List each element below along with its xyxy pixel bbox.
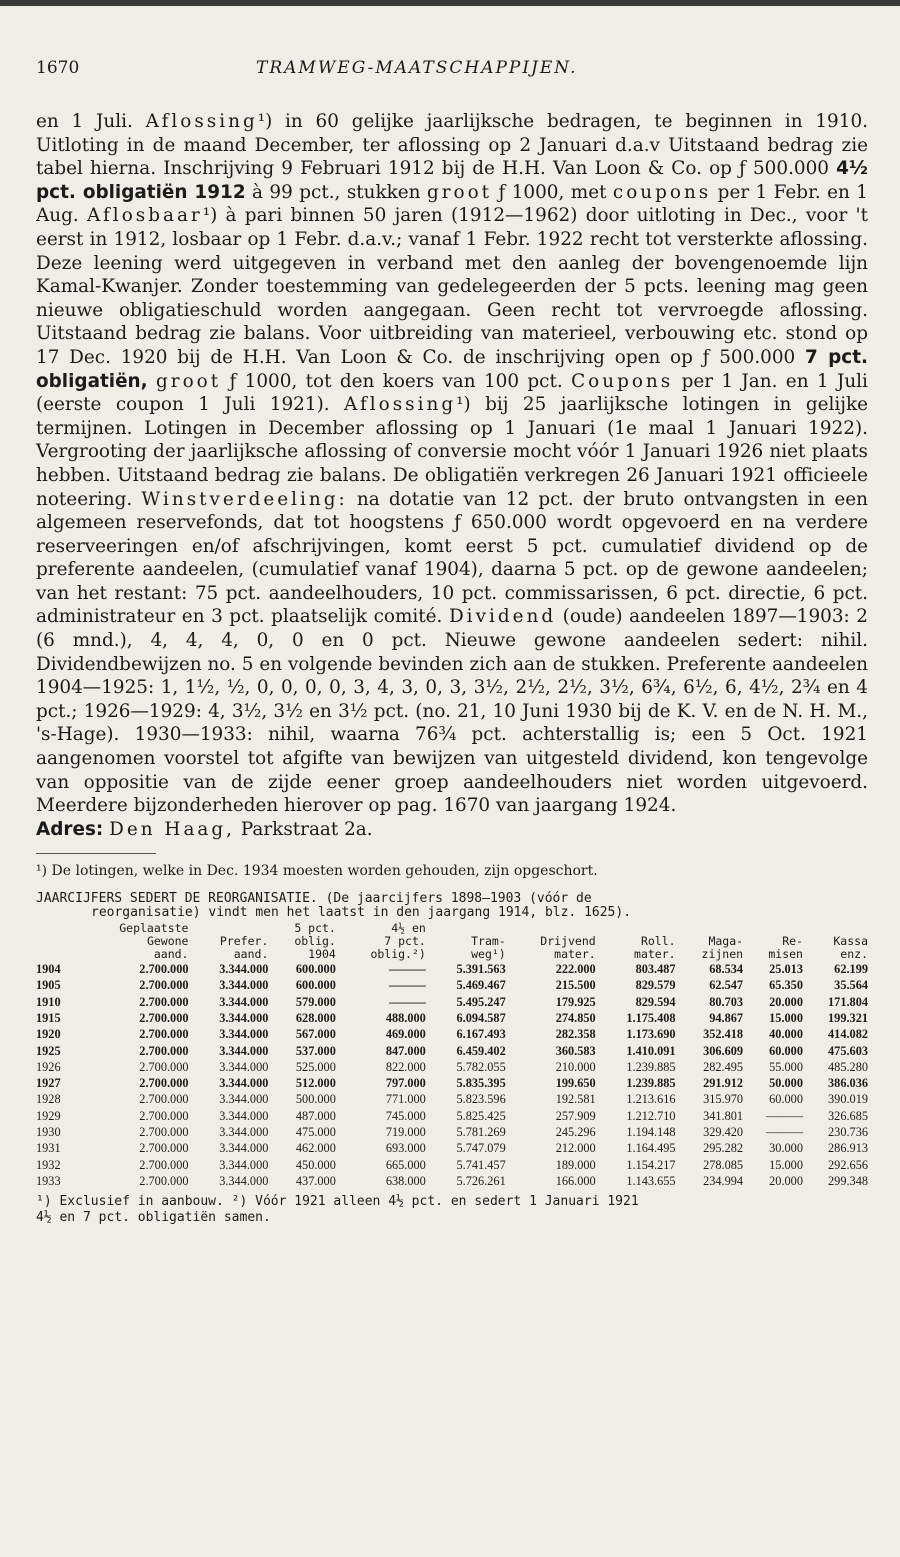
column-header xyxy=(36,935,76,948)
text-run: per 1 Febr. en 1 Aug. xyxy=(36,181,868,227)
table-cell: 797.000 xyxy=(385,1076,426,1091)
column-header: aand. xyxy=(153,947,189,962)
table-cell: 1.410.091 xyxy=(626,1043,676,1058)
table-cell: 326.685 xyxy=(828,1108,868,1123)
table-header xyxy=(36,922,868,961)
table-row xyxy=(36,1059,868,1075)
table-cell: 199.650 xyxy=(555,1076,596,1091)
column-header: mater. xyxy=(554,947,596,962)
table-cell: 6.459.402 xyxy=(456,1043,506,1058)
table-row xyxy=(36,1124,868,1140)
text-run: ƒ 1000, met xyxy=(498,181,607,203)
table-cell: 199.321 xyxy=(828,1010,868,1025)
table-cell: 693.000 xyxy=(385,1141,426,1156)
table-cell: 5.782.055 xyxy=(456,1059,506,1074)
table-cell: 2.700.000 xyxy=(139,1059,189,1074)
column-header: Geplaatste xyxy=(119,921,189,936)
spaced-term-groot: groot xyxy=(156,370,222,392)
column-header: 7 pct. xyxy=(384,934,426,949)
table-cell: 40.000 xyxy=(769,1027,803,1042)
table-cell: 475.000 xyxy=(295,1125,336,1140)
table-footnote-line: 4½ en 7 pct. obligatiën samen. xyxy=(36,1209,271,1225)
table-cell: 20.000 xyxy=(769,994,803,1009)
table-cell: 212.000 xyxy=(555,1141,596,1156)
table-cell: 5.391.563 xyxy=(456,962,506,977)
spaced-term-aflossing: Aflossing xyxy=(145,111,258,132)
table-cell: ——— xyxy=(766,1108,803,1123)
table-row xyxy=(36,1075,868,1091)
column-header: Re- xyxy=(782,934,803,949)
table-cell: 3.344.000 xyxy=(219,994,269,1009)
table-row xyxy=(36,1173,868,1189)
text-run: per 1 Jan. en 1 Juli (eerste coupon 1 Juli 1921). xyxy=(36,370,868,416)
table-cell: 3.344.000 xyxy=(219,962,269,977)
table-cell: 485.280 xyxy=(828,1059,868,1074)
table-footnote-line: ¹) Exclusief in aanbouw. ²) Vóór 1921 alleen 4½ pct. en sedert 1 Januari 1921 xyxy=(36,1193,639,1209)
table-cell: 5.823.596 xyxy=(456,1092,506,1107)
year-cell: 1910 xyxy=(36,994,61,1009)
table-title-line: reorganisatie) vindt men het laatst in den jaargang 1914, blz. 1625). xyxy=(91,905,632,921)
year-cell: 1927 xyxy=(36,1076,61,1091)
table-cell: 829.594 xyxy=(635,994,676,1009)
text-run: en 1 Juli. xyxy=(36,111,133,132)
table-cell: 1.194.148 xyxy=(626,1125,676,1140)
table-cell: 5.747.079 xyxy=(456,1141,506,1156)
column-header: oblig. xyxy=(294,934,336,949)
year-cell: 1920 xyxy=(36,1027,61,1042)
table-cell: ——— xyxy=(388,978,426,993)
table-cell: 94.867 xyxy=(709,1010,744,1025)
footnote-divider xyxy=(36,853,156,854)
table-cell: 3.344.000 xyxy=(219,1108,269,1123)
column-header: Roll. xyxy=(640,934,676,949)
table-row xyxy=(36,1027,868,1043)
table-cell: 55.000 xyxy=(769,1059,803,1074)
table-cell: 1.175.408 xyxy=(626,1010,676,1025)
year-cell: 1930 xyxy=(36,1125,61,1140)
table-cell: 62.547 xyxy=(709,978,744,993)
table-cell: 230.736 xyxy=(828,1125,868,1140)
table-cell: 1.154.217 xyxy=(626,1157,676,1172)
year-cell: 1915 xyxy=(36,1010,61,1025)
table-cell: 469.000 xyxy=(385,1027,426,1042)
table-cell: 352.418 xyxy=(703,1027,744,1042)
table-cell: 65.350 xyxy=(769,978,803,993)
column-header xyxy=(36,922,76,935)
column-header: Kassa xyxy=(833,934,868,949)
table-cell: 390.019 xyxy=(828,1092,868,1107)
table-cell: 60.000 xyxy=(769,1092,803,1107)
column-header: oblig.²) xyxy=(370,947,426,962)
table-row xyxy=(36,1141,868,1157)
table-cell: 215.500 xyxy=(555,978,596,993)
table-cell: 2.700.000 xyxy=(139,1141,189,1156)
table-cell: 771.000 xyxy=(385,1092,426,1107)
year-cell: 1929 xyxy=(36,1108,61,1123)
table-cell: ——— xyxy=(388,962,426,977)
text-run: na dotatie van 12 pct. der bruto ontvangsten in een algemeen reservefonds, dat tot hoogstens ƒ 650.000 wordt opgevoerd en na verdere reserveeringen en/of afschrijvingen, komt eerst 5 pct. cumulatief dividend op de preferente aandeelen, (cumulatief vanaf 1904), daarna 5 pct. op de gewone aandeelen; van het restant: 75 pct. aandeelhouders, 10 pct. commissarissen, 6 pct. directie, 6 pct. administrateur en 3 pct. plaatselijk comité. xyxy=(36,488,868,628)
table-cell: 245.296 xyxy=(555,1125,596,1140)
table-cell: 5.469.467 xyxy=(456,978,506,993)
table-cell: 5.726.261 xyxy=(456,1173,506,1188)
bond-heading-4half: 4½ pct. obligatiën 1912 xyxy=(36,158,868,203)
spaced-term-dividend: Dividend xyxy=(448,606,557,628)
table-cell: 62.199 xyxy=(834,962,868,977)
table-cell: 6.167.493 xyxy=(456,1027,506,1042)
column-header: Maga- xyxy=(708,934,744,949)
spaced-term-groot: groot xyxy=(426,181,493,203)
table-cell: 437.000 xyxy=(295,1173,336,1188)
page-header xyxy=(36,58,868,88)
address-label: Adres: xyxy=(36,818,104,840)
text-run: ƒ 1000, tot den koers van 100 pct. xyxy=(229,370,563,392)
table-cell: 3.344.000 xyxy=(219,1059,269,1074)
table-cell: 189.000 xyxy=(555,1157,596,1172)
table-cell: 1.143.655 xyxy=(626,1173,676,1188)
text-run: ¹) in 60 gelijke jaarlijksche bedragen, te beginnen in 1910. Uitloting in de maand December, ter aflossing op 2 Januari d.a.v Uitstaand bedrag zie tabel hierna. Inschrijving 9 Februari 1912 bij de H.H. Van Loon & Co. op ƒ 500.000 xyxy=(36,111,868,180)
table-cell: 295.282 xyxy=(703,1141,744,1156)
spaced-term-coupons: Coupons xyxy=(571,370,674,392)
table-cell: 222.000 xyxy=(555,962,596,977)
table-cell: 567.000 xyxy=(295,1027,336,1042)
table-cell: 488.000 xyxy=(385,1010,426,1025)
page-number: 1670 xyxy=(36,58,80,78)
table-cell: 638.000 xyxy=(385,1173,426,1188)
table-cell: 35.564 xyxy=(834,978,868,993)
table-cell: 3.344.000 xyxy=(219,1076,269,1091)
table-cell: 1.213.616 xyxy=(626,1092,676,1107)
table-cell: ——— xyxy=(766,1125,803,1140)
column-header: Drijvend xyxy=(540,934,596,949)
column-header: enz. xyxy=(840,947,868,962)
table-cell: 2.700.000 xyxy=(139,1157,189,1172)
table-cell: 803.487 xyxy=(635,962,676,977)
year-cell: 1933 xyxy=(36,1173,61,1188)
table-cell: 5.835.395 xyxy=(456,1076,506,1091)
table-cell: 665.000 xyxy=(385,1157,426,1172)
table-cell: 822.000 xyxy=(385,1059,426,1074)
scan-top-edge xyxy=(0,0,900,6)
table-cell: 2.700.000 xyxy=(139,1010,189,1025)
annual-figures-table xyxy=(36,922,868,1189)
table-cell: 829.579 xyxy=(635,978,676,993)
table-row xyxy=(36,978,868,994)
table-cell: 1.239.885 xyxy=(626,1059,676,1074)
table-cell: 25.013 xyxy=(769,962,803,977)
table-cell: 5.781.269 xyxy=(456,1125,506,1140)
table-cell: 3.344.000 xyxy=(219,1092,269,1107)
bond-heading-7pct: 7 pct. obligatiën, xyxy=(36,346,868,392)
table-cell: 286.913 xyxy=(828,1141,868,1156)
table-cell: 210.000 xyxy=(555,1059,596,1074)
table-cell: 500.000 xyxy=(295,1092,336,1107)
table-row xyxy=(36,961,868,977)
table-cell: 600.000 xyxy=(295,978,336,993)
text-run: ¹) bij 25 jaarlijksche lotingen in gelijke termijnen. Lotingen in December aflossing op 1 Januari (1e maal 1 Januari 1922). Vergrooting der jaarlijksche aflossing of conversie mocht vóór 1 Januari 1926 niet plaats hebben. Uitstaand bedrag zie balans. De obligatiën verkregen 26 Januari 1921 officieele noteering. xyxy=(36,394,868,510)
spaced-term-aflosbaar: Aflosbaar xyxy=(87,205,203,227)
column-header: aand. xyxy=(233,947,269,962)
table-cell: 579.000 xyxy=(295,994,336,1009)
table-cell: 60.000 xyxy=(769,1043,803,1058)
document-page xyxy=(36,58,868,1226)
table-cell: 512.000 xyxy=(295,1076,336,1091)
table-footnote xyxy=(36,1194,868,1226)
table-cell: 475.603 xyxy=(828,1043,868,1058)
text-run: (oude) aandeelen 1897—1903: 2 (6 mnd.), 4, 4, 4, 0, 0 en 0 pct. Nieuwe gewone aandeelen sedert: nihil. Dividendbewijzen no. 5 en volgende bevinden zich aan de stukken. Preferente aandeelen 1904—1925: 1, 1½, ½, 0, 0, 0, 0, 3, 4, 3, 0, 3, 3½, 2½, 2½, 3½, 6¾, 6½, 6, 4½, 2¾ en 4 pct.; 1926—1929: 4, 3½, 3½ en 3½ pct. (no. 21, 10 Juni 1930 bij de K. V. en de N. H. M., 's-Hage). 1930—1933: nihil, waarna 76¾ pct. achterstallig is; een 5 Oct. 1921 aangenomen voorstel tot afgifte van bewijzen van uitgesteld dividend, kon tengevolge van oppositie van de zijde eener groep aandeelhouders niet worden uitgevoerd. Meerdere bijzonderheden hierover op pag. 1670 van jaargang 1924. xyxy=(36,606,868,817)
table-title-line: JAARCIJFERS SEDERT DE REORGANISATIE. (De jaarcijfers 1898—1903 (vóór de xyxy=(36,891,592,907)
text-run: à 99 pct., stukken xyxy=(252,181,421,203)
table-cell: 3.344.000 xyxy=(219,1125,269,1140)
year-cell: 1925 xyxy=(36,1043,61,1058)
table-cell: 525.000 xyxy=(295,1059,336,1074)
table-cell: 15.000 xyxy=(769,1157,803,1172)
table-cell: 462.000 xyxy=(295,1141,336,1156)
column-header: misen xyxy=(768,947,803,962)
table-cell: 282.358 xyxy=(555,1027,596,1042)
table-cell: 2.700.000 xyxy=(139,994,189,1009)
table-cell: 68.534 xyxy=(709,962,744,977)
table-cell: 3.344.000 xyxy=(219,1173,269,1188)
table-cell: 80.703 xyxy=(709,994,744,1009)
column-header: 5 pct. xyxy=(294,921,336,936)
year-cell: 1931 xyxy=(36,1141,61,1156)
table-cell: 299.348 xyxy=(828,1173,868,1188)
table-cell: 2.700.000 xyxy=(139,1092,189,1107)
table-cell: 386.036 xyxy=(828,1076,868,1091)
table-cell: 30.000 xyxy=(769,1141,803,1156)
table-cell: 2.700.000 xyxy=(139,1108,189,1123)
table-row xyxy=(36,1010,868,1026)
column-header: mater. xyxy=(634,947,676,962)
table-cell: 3.344.000 xyxy=(219,1027,269,1042)
table-cell: ——— xyxy=(388,994,426,1009)
table-cell: 3.344.000 xyxy=(219,1157,269,1172)
table-cell: 487.000 xyxy=(295,1108,336,1123)
address-street: Parkstraat 2a. xyxy=(240,818,373,840)
table-cell: 1.173.690 xyxy=(626,1027,676,1042)
table-cell: 166.000 xyxy=(555,1173,596,1188)
column-header: zijnen xyxy=(701,947,744,962)
column-header: Gewone xyxy=(146,934,189,949)
column-header: Prefer. xyxy=(219,934,269,949)
table-cell: 3.344.000 xyxy=(219,1141,269,1156)
column-header: weg¹) xyxy=(471,947,506,962)
body-paragraph xyxy=(36,110,868,841)
table-cell: 278.085 xyxy=(703,1157,744,1172)
table-cell: 315.970 xyxy=(703,1092,744,1107)
table-row xyxy=(36,1157,868,1173)
table-cell: 745.000 xyxy=(385,1108,426,1123)
table-title xyxy=(36,892,868,920)
year-cell: 1928 xyxy=(36,1092,61,1107)
running-title: TRAMWEG-MAATSCHAPPIJEN. xyxy=(256,58,578,78)
table-cell: 360.583 xyxy=(555,1043,596,1058)
year-cell: 1904 xyxy=(36,962,61,977)
table-row xyxy=(36,994,868,1010)
table-cell: 2.700.000 xyxy=(139,962,189,977)
table-cell: 537.000 xyxy=(295,1043,336,1058)
table-cell: 257.909 xyxy=(555,1108,596,1123)
table-cell: 2.700.000 xyxy=(139,1125,189,1140)
table-cell: 3.344.000 xyxy=(219,1010,269,1025)
table-cell: 414.082 xyxy=(828,1027,868,1042)
footnote: ¹) De lotingen, welke in Dec. 1934 moesten worden gehouden, zijn opgeschort. xyxy=(36,863,598,880)
table-cell: 179.925 xyxy=(555,994,596,1009)
text-run: ¹) à pari binnen 50 jaren (1912—1962) door uitloting in Dec., voor 't eerst in 1912, losbaar op 1 Febr. d.a.v.; vanaf 1 Febr. 1922 recht tot versterkte aflossing. Deze leening werd uitgegeven in verband met den aanleg der bovengenoemde lijn Kamal-Kwanjer. Zonder toestemming van gedelegeerden der 5 pcts. leening mag geen nieuwe obligatieschuld worden aangegaan. Geen recht tot vervroegde aflossing. Uitstaand bedrag zie balans. Voor uitbreiding van materieel, verbouwing etc. stond op 17 Dec. 1920 bij de H.H. Van Loon & Co. de inschrijving open op ƒ 500.000 xyxy=(36,205,868,368)
table-cell: 192.581 xyxy=(555,1092,596,1107)
table-cell: 1.164.495 xyxy=(626,1141,676,1156)
table-cell: 6.094.587 xyxy=(456,1010,506,1025)
table-cell: 292.656 xyxy=(828,1157,868,1172)
table-row xyxy=(36,1108,868,1124)
table-cell: 450.000 xyxy=(295,1157,336,1172)
column-header: Tram- xyxy=(471,934,506,949)
table-cell: 20.000 xyxy=(769,1173,803,1188)
table-cell: 5.825.425 xyxy=(456,1108,506,1123)
table-row xyxy=(36,1043,868,1059)
year-cell: 1926 xyxy=(36,1059,61,1074)
year-cell: 1932 xyxy=(36,1157,61,1172)
spaced-term-winstverdeeling: Winstverdeeling: xyxy=(141,488,348,510)
year-cell: 1905 xyxy=(36,978,61,993)
table-cell: 5.741.457 xyxy=(456,1157,506,1172)
spaced-term-aflossing: Aflossing xyxy=(344,394,457,416)
column-header: 4½ en xyxy=(391,921,426,936)
table-header-row xyxy=(36,948,868,961)
table-cell: 291.912 xyxy=(703,1076,744,1091)
table-cell: 2.700.000 xyxy=(139,1173,189,1188)
table-cell: 628.000 xyxy=(295,1010,336,1025)
table-cell: 3.344.000 xyxy=(219,1043,269,1058)
table-cell: 329.420 xyxy=(703,1125,744,1140)
table-cell: 282.495 xyxy=(703,1059,744,1074)
table-cell: 600.000 xyxy=(295,962,336,977)
table-cell: 2.700.000 xyxy=(139,1076,189,1091)
table-cell: 50.000 xyxy=(769,1076,803,1091)
spaced-term-coupons: coupons xyxy=(612,181,712,203)
table-row xyxy=(36,1092,868,1108)
column-header: 1904 xyxy=(308,947,336,962)
table-cell: 719.000 xyxy=(385,1125,426,1140)
table-cell: 341.801 xyxy=(703,1108,744,1123)
table-cell: 3.344.000 xyxy=(219,978,269,993)
table-cell: 1.239.885 xyxy=(626,1076,676,1091)
table-cell: 171.804 xyxy=(828,994,868,1009)
table-cell: 5.495.247 xyxy=(456,994,506,1009)
table-cell: 274.850 xyxy=(555,1010,596,1025)
table-cell: 847.000 xyxy=(385,1043,426,1058)
column-header xyxy=(36,948,76,961)
table-cell: 2.700.000 xyxy=(139,1027,189,1042)
table-cell: 2.700.000 xyxy=(139,1043,189,1058)
table-cell: 2.700.000 xyxy=(139,978,189,993)
table-cell: 234.994 xyxy=(703,1173,744,1188)
table-body xyxy=(36,961,868,1189)
table-cell: 1.212.710 xyxy=(626,1108,676,1123)
address-city: Den Haag, xyxy=(109,818,236,840)
table-cell: 15.000 xyxy=(769,1010,803,1025)
table-cell: 306.609 xyxy=(703,1043,744,1058)
